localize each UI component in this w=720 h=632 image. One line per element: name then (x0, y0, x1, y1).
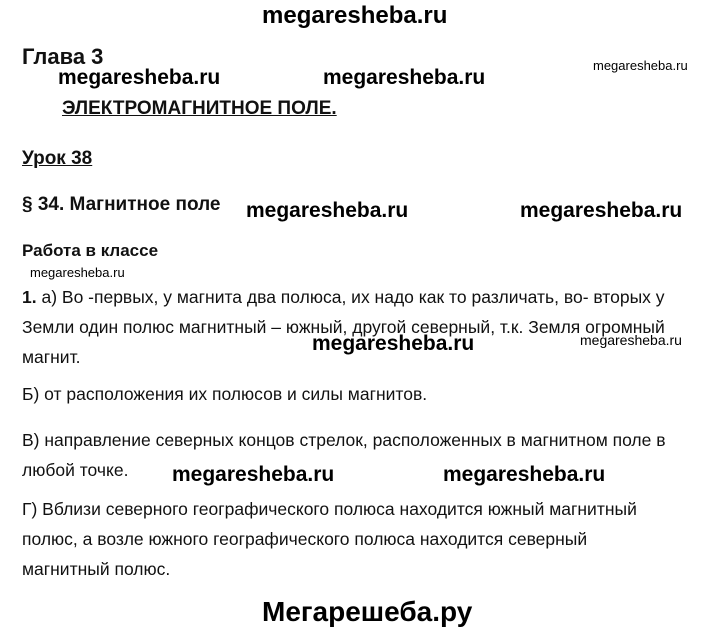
paragraph-title: § 34. Магнитное поле (22, 194, 221, 215)
footer-brand: Мегарешеба.ру (262, 596, 473, 627)
answer-a-text: а) Во -первых, у магнита два полюса, их надо как то различать, во- вторых у Земли один полюс магнитный – южный, другой северный, т.к. Земля огромный магнит. (22, 287, 665, 367)
watermark-top: megaresheba.ru (262, 2, 448, 29)
section-title: ЭЛЕКТРОМАГНИТНОЕ ПОЛЕ. (62, 98, 337, 119)
answer-c: В) направление северных концов стрелок, расположенных в магнитном поле в любой точке. (22, 430, 666, 480)
watermark: megaresheba.ru (443, 463, 606, 486)
watermark: megaresheba.ru (246, 199, 409, 222)
watermark: megaresheba.ru (520, 199, 683, 222)
classwork-heading: Работа в классе (22, 241, 159, 260)
lesson-title: Урок 38 (22, 148, 93, 169)
chapter-heading: Глава 3 (22, 44, 104, 69)
answer-b: Б) от расположения их полюсов и силы магнитов. (22, 384, 428, 404)
watermark: megaresheba.ru (58, 66, 221, 89)
watermark: megaresheba.ru (312, 332, 475, 355)
watermark: megaresheba.ru (593, 58, 688, 73)
watermark: megaresheba.ru (172, 463, 335, 486)
task-number: 1. (22, 287, 37, 307)
answer-d: Г) Вблизи северного географического полюса находится южный магнитный полюс, а возле южного географического полюса находится северный магнитный полюс. (22, 499, 637, 579)
watermark: megaresheba.ru (30, 265, 125, 280)
watermark: megaresheba.ru (580, 332, 682, 348)
answer-a (22, 282, 712, 372)
watermark: megaresheba.ru (323, 66, 486, 89)
